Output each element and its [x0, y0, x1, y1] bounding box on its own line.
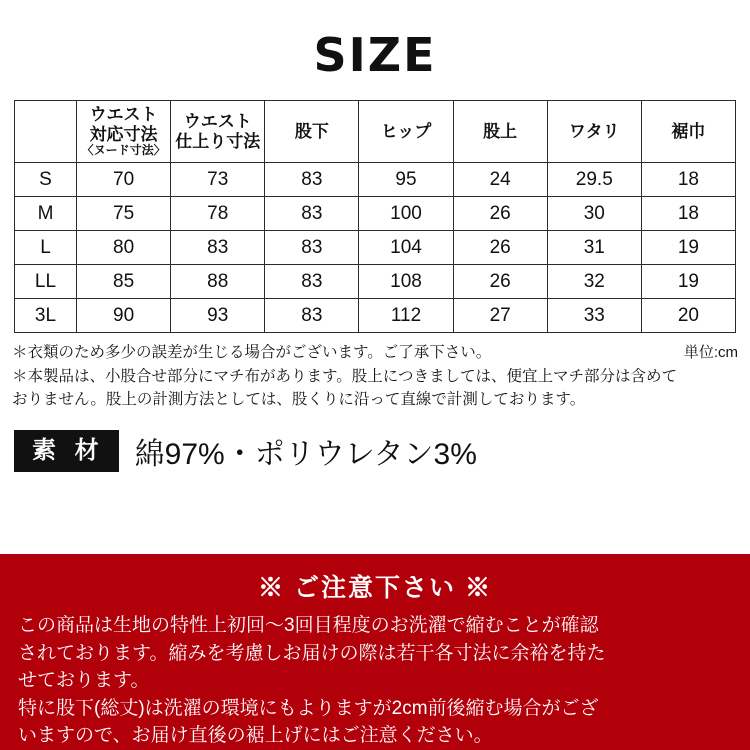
cell-hip: 104: [359, 231, 453, 265]
table-row: [15, 265, 736, 299]
table-header: [15, 101, 736, 163]
note-line-1-wrap: [12, 341, 738, 365]
cell-waist-finished: 88: [171, 265, 265, 299]
table-row: [15, 163, 736, 197]
header-line-3: 〈ヌード寸法〉: [81, 143, 166, 158]
table-header-cell-thigh: [547, 101, 641, 163]
cell-hem: 20: [641, 299, 735, 333]
notes: [0, 333, 750, 411]
header-line-1: 股上: [483, 121, 518, 141]
cell-thigh: 30: [547, 197, 641, 231]
cell-inseam: 83: [265, 265, 359, 299]
table-header-cell-waist-nude: [77, 101, 171, 163]
table-header-cell-hem: [641, 101, 735, 163]
cell-waist-nude: 80: [77, 231, 171, 265]
cell-size: L: [15, 231, 77, 265]
material-badge: 素 材: [14, 430, 119, 472]
note-line-1: ＊衣類のため多少の誤差が生じる場合がございます。ご了承下さい。: [12, 344, 492, 361]
caution-line-3: せております。: [18, 670, 150, 692]
caution-line-5: いますので、お届け直後の裾上げにはご注意ください。: [18, 725, 493, 747]
caution-title: ※ ご注意下さい ※: [258, 574, 492, 602]
header-line-1: ウエスト: [89, 105, 158, 125]
cell-rise: 26: [453, 265, 547, 299]
cell-waist-finished: 78: [171, 197, 265, 231]
cell-size: 3L: [15, 299, 77, 333]
cell-hem: 18: [641, 197, 735, 231]
cell-hem: 18: [641, 163, 735, 197]
cell-size: S: [15, 163, 77, 197]
material-section: [0, 411, 750, 489]
table-header-cell-size: [15, 101, 77, 163]
cell-thigh: 29.5: [547, 163, 641, 197]
note-line-2: ＊本製品は、小股合せ部分にマチ布があります。股上につきましては、便宜上マチ部分は含めて: [12, 367, 677, 385]
table-header-cell-rise: [453, 101, 547, 163]
size-table-wrap: [0, 90, 750, 333]
cell-rise: 27: [453, 299, 547, 333]
table-row: [15, 231, 736, 265]
header-line-2: 対応寸法: [89, 124, 158, 144]
cell-waist-nude: 90: [77, 299, 171, 333]
cell-inseam: 83: [265, 163, 359, 197]
header-line-1: ワタリ: [568, 121, 620, 141]
cell-size: LL: [15, 265, 77, 299]
table-header-cell-inseam: [265, 101, 359, 163]
cell-waist-nude: 75: [77, 197, 171, 231]
cell-inseam: 83: [265, 299, 359, 333]
cell-hem: 19: [641, 231, 735, 265]
table-header-cell-hip: [359, 101, 453, 163]
header-line-1: 裾巾: [671, 121, 706, 141]
cell-rise: 24: [453, 163, 547, 197]
cell-thigh: 31: [547, 231, 641, 265]
cell-rise: 26: [453, 197, 547, 231]
cell-waist-nude: 70: [77, 163, 171, 197]
caution-banner: [0, 554, 750, 750]
cell-hip: 108: [359, 265, 453, 299]
unit-label: 単位:cm: [683, 344, 738, 361]
page-title: SIZE: [313, 28, 437, 82]
caution-line-2: されております。縮みを考慮しお届けの際は若干各寸法に余裕を持た: [18, 642, 606, 664]
header-line-1: ウエスト: [183, 111, 252, 131]
table-header-cell-waist-finished: [171, 101, 265, 163]
caution-line-1: この商品は生地の特性上初回～3回目程度のお洗濯で縮むことが確認: [18, 615, 599, 636]
table-body: [15, 163, 736, 333]
cell-thigh: 32: [547, 265, 641, 299]
table-row: [15, 299, 736, 333]
caution-body: [18, 612, 732, 750]
cell-hip: 112: [359, 299, 453, 333]
cell-thigh: 33: [547, 299, 641, 333]
note-line-3: おりません。股上の計測方法としては、股くりに沿って直線で計測しております。: [12, 390, 586, 408]
table-header-row: [15, 101, 736, 163]
cell-waist-finished: 73: [171, 163, 265, 197]
header-line-1: 股下: [294, 121, 329, 141]
caution-line-4: 特に股下(総丈)は洗濯の環境にもよりますが2cm前後縮む場合がござ: [18, 697, 599, 719]
header-line-2: 仕上り寸法: [175, 131, 261, 151]
material-text: 綿97%・ポリウレタン3%: [134, 438, 477, 471]
table-row: [15, 197, 736, 231]
cell-hip: 100: [359, 197, 453, 231]
cell-inseam: 83: [265, 231, 359, 265]
header-line-1: ヒップ: [380, 121, 432, 141]
cell-waist-finished: 83: [171, 231, 265, 265]
size-table: [14, 100, 736, 333]
cell-hip: 95: [359, 163, 453, 197]
cell-waist-nude: 85: [77, 265, 171, 299]
cell-rise: 26: [453, 231, 547, 265]
cell-hem: 19: [641, 265, 735, 299]
cell-inseam: 83: [265, 197, 359, 231]
cell-waist-finished: 93: [171, 299, 265, 333]
cell-size: M: [15, 197, 77, 231]
